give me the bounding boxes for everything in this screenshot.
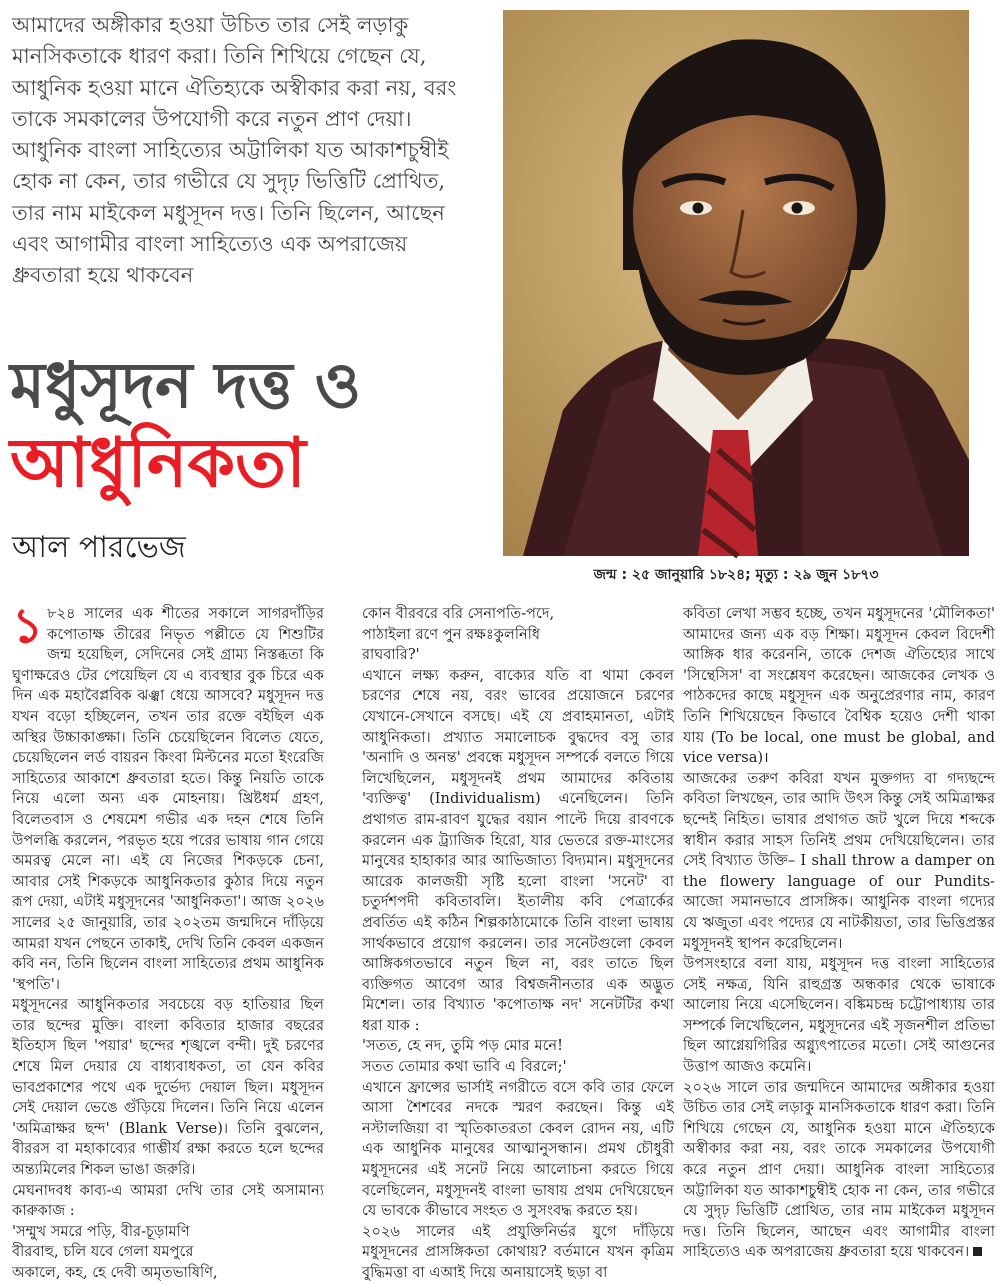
article-paragraph: মেঘনাদবধ কাব্য-এ আমরা দেখি তার সেই অসামান্য কারুকাজ : <box>12 1181 324 1220</box>
article-paragraph: এখানে ফ্রান্সের ভার্সাই নগরীতে বসে কবি তার ফেলে আসা শৈশবের নদকে স্মরণ করছেন। কিন্তু এই নস্টালজিয়া বা স্মৃতিকাতরতা কেবল রোদন নয়, এটি এক আধুনিক মানুষের আত্মানুসন্ধান। প্রমথ চৌধুরী মধুসূদনের এই সনেট নিয়ে আলোচনা করতে গিয়ে বলেছিলেন, মধুসূদনই বাংলা ভাষায় প্রথম দেখিয়েছেন যে ভাবকে কীভাবে সংহত ও সুসংবদ্ধ করতে হয়। <box>362 1078 674 1220</box>
article-paragraph <box>12 598 324 995</box>
article-column-2 <box>362 604 674 1281</box>
end-mark-icon <box>973 1247 982 1256</box>
verse-line: রাঘবারি?' <box>362 646 420 664</box>
article-paragraph: মধুসূদনের আধুনিকতার সবচেয়ে বড় হাতিয়ার ছিল তার ছন্দের মুক্তি। বাংলা কবিতার হাজার বছরের ইতিহাস ছিল 'পয়ার' ছন্দের শৃঙ্খলে বন্দী। দুই চরণের শেষে মিল দেয়ার যে বাধ্যবাধকতা, তা যেন কবির ভাবপ্রকাশের পথে এক দুর্ভেদ্য দেয়াল ছিল। মধুসূদন সেই দেয়াল ভেঙে গুঁড়িয়ে দিলেন। তিনি নিয়ে এলেন 'অমিত্রাক্ষর ছন্দ' (Blank Verse)। তিনি বুঝলেন, বীররস বা মহাকাব্যের গাম্ভীর্য রক্ষা করতে হলে ছন্দের অন্ত্যমিলের শিকল ভাঙা জরুরি। <box>12 996 324 1179</box>
headline-line-2: আধুনিকতা <box>10 423 306 503</box>
portrait-caption: জন্ম : ২৫ জানুয়ারি ১৮২৪; মৃত্যু : ২৯ জুন ১৮৭৩ <box>593 567 879 583</box>
article-column-1 <box>12 598 324 1281</box>
verse-line: 'সতত, হে নদ, তুমি পড় মোর মনে! <box>362 1037 564 1055</box>
article-paragraph: কবিতা লেখা সম্ভব হচ্ছে, তখন মধুসূদনের 'মৌলিকতা' আমাদের জন্য এক বড় শিক্ষা। মধুসূদন কেবল বিদেশী আঙ্গিক ধার করেননি, তাকে দেশজ ঐতিহ্যের সাথে 'সিন্থেসিস' বা সংশ্লেষণ করেছেন। আজকের লেখক ও পাঠকদের কাছে মধুসূদন এক অনুপ্রেরণার নাম, কারণ তিনি শিখিয়েছেন কিভাবে বৈশ্বিক হয়েও দেশী থাকা যায় (To be local, one must be global, and vice versa)। <box>683 605 995 767</box>
article-paragraph: ২০২৬ সালের এই প্রযুক্তিনির্ভর যুগে দাঁড়িয়ে মধুসূদনের প্রাসঙ্গিকতা কোথায়? বর্তমানে যখন কৃত্রিম বুদ্ধিমত্তা বা এআই দিয়ে অনায়াসেই ছড়া বা <box>362 1222 674 1281</box>
verse-line: বীরবাহু, চলি যবে গেলা যমপুরে <box>12 1243 194 1261</box>
verse-line: 'সম্মুখ সমরে পড়ি, বীর-চূড়ামণি <box>12 1222 190 1240</box>
article-paragraph: আজকের তরুণ কবিরা যখন মুক্তগদ্য বা গদ্যছন্দে কবিতা লিখছেন, তার আদি উৎস কিন্তু সেই অমিত্রাক্ষর ছন্দেই নিহিত। ভাষার প্রথাগত জট খুলে দিয়ে শব্দকে স্বাধীন করার সাহস তিনিই প্রথম দেখিয়েছিলেন। তার সেই বিখ্যাত উক্তি– I shall throw a damper on the flowery language of our Pundits- আজো সমানভাবে প্রাসঙ্গিক। আধুনিক বাংলা গদ্যের যে ঋজুতা এবং পদ্যের যে নাটকীয়তা, তার ভিত্তিপ্রস্তর মধুসূদনই স্থাপন করেছিলেন। <box>683 769 995 952</box>
headline-line-1: মধুসূদন দত্ত ও <box>10 348 362 422</box>
article-paragraph: উপসংহারে বলা যায়, মধুসূদন দত্ত বাংলা সাহিত্যের সেই নক্ষত্র, যিনি রাহুগ্রস্ত অন্ধকার থেকে ভাষাকে আলোয় নিয়ে এসেছিলেন। বঙ্কিমচন্দ্র চট্টোপাধ্যায় তার সম্পর্কে লিখেছিলেন, মধুসূদনের এই সৃজনশীল প্রতিভা ছিল আগ্নেয়গিরির অগ্ন্যুৎপাতের মতো। সেই আগুনের উত্তাপ আজও কমেনি। <box>683 955 995 1076</box>
article-paragraph-text: ৮২৪ সালের এক শীতের সকালে সাগরদাঁড়ির কপোতাক্ষ তীরের নিভৃত পল্লীতে যে শিশুটির জন্ম হয়েছিল, সেদিনের সেই গ্রাম্য নিস্তব্ধতা কি ঘুণাক্ষরেও টের পেয়েছিল যে এ ব্যবস্থার বুক চিরে এক দিন এক মহাবৈপ্লবিক ঝঞ্ঝা ধেয়ে আসবে? মধুসূদন দত্ত যখন বড়ো হচ্ছিলেন, তখন তার রক্তে বইছিল এক অস্থির উচ্চাকাঙ্ক্ষা। তিনি চেয়েছিলেন বিলেত যেতে, চেয়েছিলেন লর্ড বায়রন কিংবা মিল্টনের মতো ইংরেজি সাহিত্যের আকাশে ধ্রুবতারা হতে। কিন্তু নিয়তি তাকে নিয়ে এলো অন্য এক মোহনায়। খ্রিষ্টধর্ম গ্রহণ, বিলেতবাস ও শেষমেশ গভীর এক দহন শেষে তিনি উপলব্ধি করলেন, পরভৃত হয়ে পরের ভাষায় গান গেয়ে অমরত্ব মেলে না। এই যে নিজের শিকড়কে চেনা, আবার সেই শিকড়কে আধুনিকতার কুঠার দিয়ে নতুন রূপ দেয়া, এটাই মধুসূদনের 'আধুনিকতা'। আজ ২০২৬ সালের ২৫ জানুয়ারি, তার ২০২তম জন্মদিনে দাঁড়িয়ে আমরা যখন পেছনে তাকাই, দেখি তিনি কেবল একজন কবি নন, তিনি ছিলেন বাংলা সাহিত্যের প্রথম আধুনিক 'স্থপতি'। <box>12 605 324 993</box>
verse-line: সতত তোমার কথা ভাবি এ বিরলে;' <box>362 1058 567 1076</box>
portrait-illustration <box>503 10 969 556</box>
intro-blurb: আমাদের অঙ্গীকার হওয়া উচিত তার সেই লড়াকু মানসিকতাকে ধারণ করা। তিনি শিখিয়ে গেছেন যে, আধুনিক হওয়া মানে ঐতিহ্যকে অস্বীকার করা নয়, বরং তাকে সমকালের উপযোগী করে নতুন প্রাণ দেয়া। আধুনিক বাংলা সাহিত্যের অট্টালিকা যত আকাশচুম্বীই হোক না কেন, তার গভীরে যে সুদৃঢ় ভিত্তিটি প্রোথিত, তার নাম মাইকেল মধুসূদন দত্ত। তিনি ছিলেন, আছেন এবং আগামীর বাংলা সাহিত্যেও এক অপরাজেয় ধ্রুবতারা হয়ে থাকবেন <box>12 13 457 288</box>
drop-cap: ১ <box>12 598 44 654</box>
author-byline: আল পারভেজ <box>12 530 186 565</box>
verse-line: পাঠাইলা রণে পুন রক্ষঃকুলনিধি <box>362 625 541 643</box>
portrait-image <box>503 10 969 556</box>
article-column-3 <box>683 604 995 1266</box>
article-paragraph: এখানে লক্ষ্য করুন, বাক্যের যতি বা থামা কেবল চরণের শেষে নয়, বরং ভাবের প্রয়োজনে চরণের যেখানে-সেখানে বসছে। এই যে প্রবাহমানতা, এটাই আধুনিকতা। প্রখ্যাত সমালোচক বুদ্ধদেব বসু তার 'অনাদি ও অনন্ত' প্রবন্ধে মধুসূদন সম্পর্কে বলতে গিয়ে লিখেছিলেন, মধুসূদনই প্রথম আমাদের কবিতায় 'ব্যক্তিত্ব' (Individualism) এনেছিলেন। তিনি প্রথাগত রাম-রাবণ যুদ্ধের বয়ান পাল্টে দিয়ে রাবণকে করলেন এক ট্র্যাজিক হিরো, যার ভেতরে রক্ত-মাংসের মানুষের হাহাকার আর আভিজাত্য বিদ্যমান। মধুসূদনের আরেক কালজয়ী সৃষ্টি হলো বাংলা 'সনেট' বা চতুর্দশপদী কবিতাবলি। ইতালীয় কবি পেত্রার্কের প্রবর্তিত এই কঠিন শিল্পকাঠামোকে তিনি বাংলা ভাষায় সার্থকভাবে প্রয়োগ করলেন। তার সনেটগুলো কেবল আঙ্গিকগতভাবে নতুন ছিল না, বরং তাতে ছিল ব্যক্তিগত আবেগ আর বিশ্বজনীনতার এক অদ্ভুত মিশেল। তার বিখ্যাত 'কপোতাক্ষ নদ' সনেটটির কথা ধরা যাক : <box>362 666 674 1034</box>
article-paragraph-text: ২০২৬ সালে তার জন্মদিনে আমাদের অঙ্গীকার হওয়া উচিত তার সেই লড়াকু মানসিকতাকে ধারণ করা। তিনি শিখিয়ে গেছেন যে, আধুনিক হওয়া মানে ঐতিহ্যকে অস্বীকার করা নয়, বরং তাকে সমকালের উপযোগী করে নতুন প্রাণ দেয়া। আধুনিক বাংলা সাহিত্যের অট্টালিকা যত আকাশচুম্বীই হোক না কেন, তার গভীরে যে সুদৃঢ় ভিত্তিটি প্রোথিত, তার নাম মাইকেল মধুসূদন দত্ত। তিনি ছিলেন, আছেন এবং আগামীর বাংলা সাহিত্যেও এক অপরাজেয় ধ্রুবতারা হয়ে থাকবেন। <box>683 1078 995 1261</box>
verse-line: অকালে, কহ, হে দেবী অমৃতভাষিণি, <box>12 1264 218 1281</box>
verse-line: কোন বীরবরে বরি সেনাপতি-পদে, <box>362 605 555 622</box>
article-paragraph <box>683 1078 995 1263</box>
